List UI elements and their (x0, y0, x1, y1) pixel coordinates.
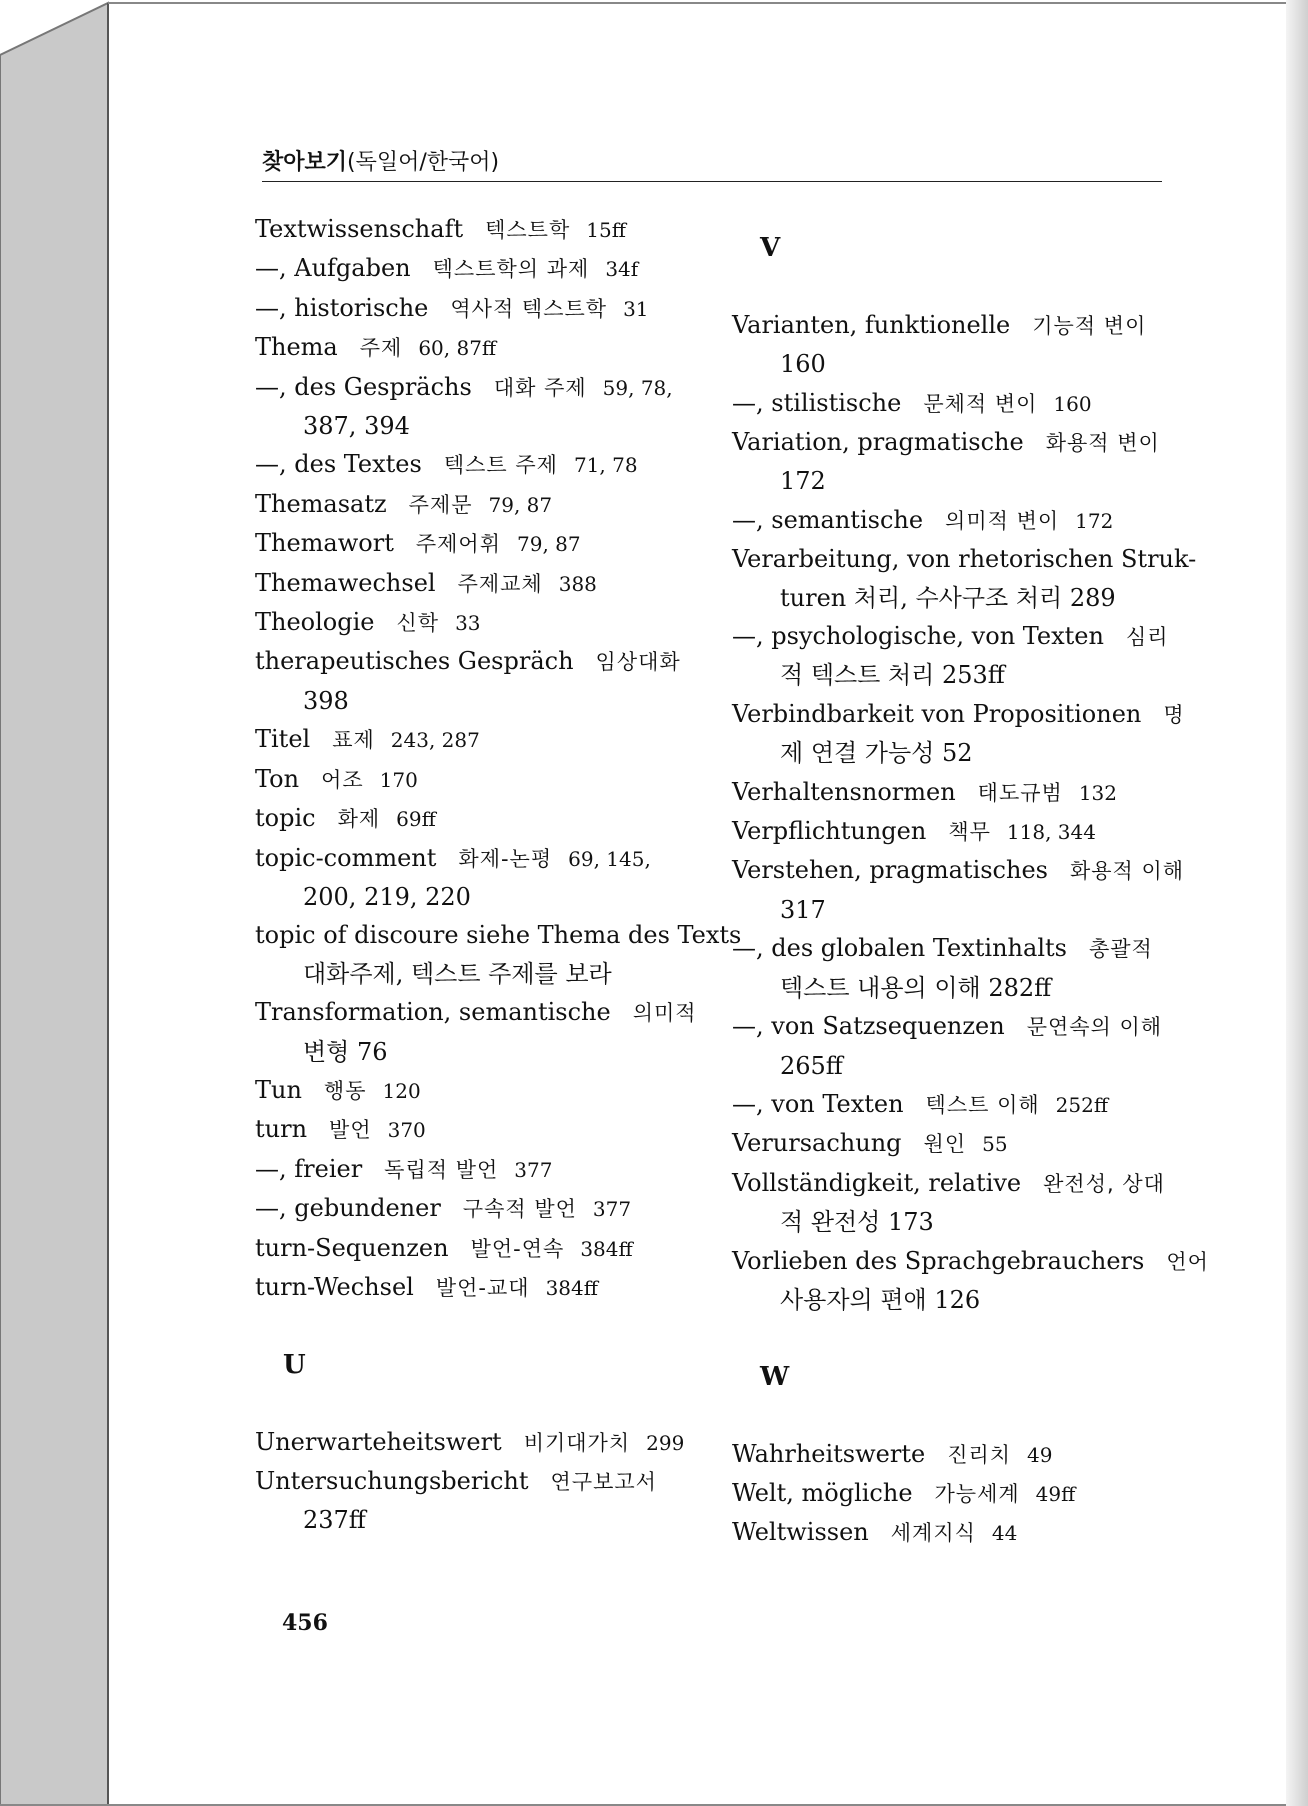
section-letter-w: W (760, 1361, 790, 1392)
index-entry (255, 916, 742, 954)
index-entry (732, 695, 1185, 734)
entry-term: Verursachung (732, 1129, 902, 1158)
entry-korean: 의미적 (632, 1001, 697, 1026)
entry-pages: 388 (558, 571, 597, 596)
entry-term: —, gebundener (255, 1194, 441, 1223)
index-entry (255, 249, 695, 288)
entry-korean: 총괄적 (1088, 937, 1153, 962)
entry-korean: 의미적 변이 (945, 508, 1060, 533)
index-list-v (732, 306, 1209, 1320)
entry-korean: 역사적 텍스트학 (450, 296, 608, 321)
entry-korean: 화제 (337, 807, 381, 832)
index-entry (732, 1164, 1172, 1203)
entry-korean: 텍스트 주제 (443, 453, 558, 478)
entry-term: —, des globalen Textinhalts (732, 934, 1067, 963)
entry-term: Unerwarteheitswert (255, 1427, 502, 1456)
index-entry (732, 812, 1172, 851)
entry-pages: 59, 78, (602, 375, 673, 400)
entry-continuation: 적 텍스트 처리 253ff (780, 661, 1005, 690)
entry-term: Untersuchungsbericht (255, 1466, 529, 1495)
index-entry (255, 1110, 695, 1149)
entry-korean: 가능세계 (934, 1481, 1020, 1506)
entry-pages: 79, 87 (517, 532, 581, 557)
entry-korean: 행동 (323, 1078, 367, 1103)
index-entry (255, 1229, 695, 1268)
entry-korean: 텍스트학 (485, 218, 571, 242)
index-entry (732, 1007, 1172, 1046)
entry-term: Tun (255, 1075, 302, 1104)
index-entry (732, 1242, 1209, 1281)
index-entry (255, 993, 695, 1032)
index-entry (732, 1513, 1172, 1552)
index-entry (255, 210, 695, 249)
index-entry (732, 540, 1197, 578)
entry-term: —, semantische (732, 505, 924, 534)
entry-pages: 377 (592, 1197, 632, 1222)
index-entry (255, 524, 695, 563)
entry-korean: 발언-연속 (470, 1236, 565, 1261)
entry-pages: 33 (455, 611, 481, 636)
index-entry (255, 445, 695, 484)
entry-continuation: 텍스트 내용의 이해 282ff (780, 973, 1052, 1002)
running-head-rest: (독일어/한국어) (347, 150, 500, 175)
entry-term: Themawort (255, 529, 394, 558)
entry-term: Verpflichtungen (732, 817, 927, 846)
entry-pages: 49ff (1035, 1481, 1076, 1506)
entry-pages: 243, 287 (390, 728, 480, 753)
index-entry (732, 1085, 1172, 1124)
index-entry (255, 799, 695, 838)
entry-pages: 79, 87 (488, 492, 553, 517)
entry-continuation: 200, 219, 220 (303, 882, 471, 911)
entry-term: turn-Wechsel (255, 1272, 414, 1301)
index-entry (255, 368, 695, 407)
entry-term: Ton (255, 764, 300, 793)
entry-korean: 문연속의 이해 (1026, 1015, 1163, 1040)
entry-pages: 118, 344 (1006, 820, 1096, 845)
index-entry (732, 929, 1172, 968)
entry-term: —, stilistische (732, 388, 902, 417)
entry-korean: 주제교체 (457, 571, 543, 596)
index-entry (732, 1124, 1172, 1163)
index-entry (255, 760, 695, 799)
entry-korean: 독립적 발언 (384, 1157, 499, 1182)
index-entry (255, 1150, 695, 1189)
entry-term: Textwissenschaft (255, 215, 464, 243)
page-number: 456 (282, 1610, 328, 1636)
entry-pages: 34f (605, 257, 639, 282)
index-entry (255, 289, 695, 328)
entry-korean: 세계지식 (890, 1521, 976, 1546)
entry-pages: 55 (982, 1132, 1008, 1157)
entry-continuation: 적 완전성 173 (780, 1208, 934, 1237)
entry-korean: 주제어휘 (415, 532, 501, 557)
index-entry (255, 603, 695, 642)
entry-pages: 60, 87ff (418, 336, 497, 361)
entry-korean: 발언 (329, 1118, 372, 1143)
entry-term: —, historische (255, 293, 429, 322)
entry-pages: 69, 145, (568, 846, 651, 871)
index-entry (732, 773, 1172, 812)
index-list-w (732, 1435, 1172, 1553)
entry-term: topic of discoure siehe Thema des Texts (255, 921, 742, 950)
entry-term: Wahrheitswerte (732, 1439, 926, 1468)
entry-korean: 임상대화 (595, 650, 681, 675)
entry-term: Transformation, semantische (255, 998, 611, 1027)
entry-term: Vollständigkeit, relative (732, 1168, 1022, 1197)
entry-term: —, freier (255, 1154, 363, 1183)
entry-korean: 원인 (923, 1132, 967, 1157)
entry-pages: 370 (387, 1118, 426, 1143)
entry-pages: 15ff (586, 218, 626, 242)
entry-term: turn (255, 1115, 308, 1144)
entry-term: Titel (255, 725, 311, 754)
entry-korean: 텍스트 이해 (925, 1092, 1040, 1117)
index-entry (732, 384, 1172, 423)
entry-term: therapeutisches Gespräch (255, 647, 574, 676)
entry-korean: 어조 (321, 767, 364, 792)
entry-pages: 377 (514, 1157, 553, 1182)
entry-term: —, des Textes (255, 450, 422, 479)
entry-term: Welt, mögliche (732, 1478, 913, 1507)
entry-korean: 대화 주제 (493, 375, 587, 400)
entry-pages: 120 (382, 1078, 421, 1103)
entry-term: Weltwissen (732, 1518, 869, 1547)
entry-korean: 표제 (332, 728, 375, 753)
entry-korean: 구속적 발언 (462, 1197, 577, 1222)
right-column (732, 210, 1209, 1553)
entry-term: Verbindbarkeit von Propositionen (732, 699, 1142, 728)
entry-term: Theologie (255, 608, 375, 637)
index-entry (732, 617, 1172, 656)
entry-pages: 384ff (580, 1236, 633, 1261)
running-head (262, 145, 1162, 185)
entry-term: topic-comment (255, 843, 437, 872)
entry-korean: 주제 (359, 336, 403, 361)
index-entry (732, 1474, 1172, 1513)
index-entry (255, 1189, 695, 1228)
entry-term: Variation, pragmatische (732, 428, 1024, 457)
entry-term: Themasatz (255, 489, 387, 518)
entry-term: Varianten, funktionelle (732, 310, 1011, 339)
entry-pages: 172 (1075, 508, 1114, 533)
entry-korean: 언어 (1166, 1249, 1209, 1274)
entry-korean: 비기대가치 (523, 1430, 631, 1455)
entry-continuation: 237ff (303, 1506, 366, 1535)
entry-pages: 299 (646, 1430, 685, 1455)
section-letter-u: U (283, 1349, 306, 1380)
entry-term: Thema (255, 333, 338, 362)
entry-continuation: 317 (780, 895, 826, 924)
index-entry (732, 306, 1172, 345)
entry-pages: 252ff (1055, 1092, 1109, 1117)
entry-pages: 44 (991, 1521, 1018, 1546)
entry-korean: 태도규범 (977, 780, 1063, 805)
entry-term: Verarbeitung, von rhetorischen Struk- (732, 545, 1197, 574)
running-head-bold: 찾아보기 (262, 150, 348, 175)
entry-korean: 심리 (1125, 625, 1169, 650)
entry-korean: 완전성, 상대 (1043, 1171, 1165, 1196)
index-list-u (255, 1423, 695, 1540)
index-entry (255, 564, 695, 603)
entry-korean: 책무 (948, 820, 991, 845)
index-entry (255, 1071, 695, 1110)
entry-term: Vorlieben des Sprachgebrauchers (732, 1246, 1145, 1275)
index-list-t (255, 210, 742, 1307)
page-shadow (1286, 0, 1308, 1806)
index-entry (255, 720, 695, 759)
entry-korean: 주제문 (408, 492, 473, 517)
entry-term: —, von Texten (732, 1089, 904, 1118)
entry-continuation: 398 (303, 686, 349, 715)
index-entry (732, 1435, 1172, 1474)
entry-continuation: 제 연결 가능성 52 (780, 739, 973, 768)
index-entry (255, 328, 695, 367)
entry-term: Verstehen, pragmatisches (732, 856, 1048, 885)
entry-pages: 132 (1078, 780, 1118, 805)
entry-korean: 화용적 이해 (1069, 859, 1185, 884)
entry-term: topic (255, 804, 316, 833)
entry-korean: 신학 (396, 611, 440, 636)
entry-pages: 160 (1053, 391, 1092, 416)
entry-term: Themawechsel (255, 568, 436, 597)
entry-term: turn-Sequenzen (255, 1233, 449, 1262)
entry-korean: 화제-논평 (458, 846, 553, 871)
section-letter-v: V (760, 233, 781, 263)
entry-pages: 69ff (396, 807, 436, 832)
entry-pages: 49 (1027, 1442, 1053, 1467)
entry-pages: 31 (623, 296, 649, 321)
entry-korean: 명 (1163, 702, 1185, 727)
entry-pages: 170 (379, 767, 418, 792)
entry-continuation: 387, 394 (303, 412, 410, 441)
entry-korean: 화용적 변이 (1045, 431, 1160, 456)
entry-pages: 384ff (545, 1275, 598, 1300)
index-entry (255, 1423, 695, 1462)
entry-continuation: 대화주제, 텍스트 주제를 보라 (303, 959, 612, 988)
index-entry (255, 839, 695, 878)
index-entry (255, 1268, 695, 1307)
header-rule (262, 181, 1162, 182)
index-entry (255, 485, 695, 524)
entry-continuation: 변형 76 (303, 1037, 388, 1066)
entry-continuation: turen 처리, 수사구조 처리 289 (780, 583, 1116, 612)
entry-term: —, des Gesprächs (255, 372, 472, 401)
entry-korean: 발언-교대 (435, 1275, 530, 1300)
index-entry (255, 1462, 695, 1501)
index-entry (732, 501, 1172, 540)
entry-continuation: 사용자의 편애 126 (780, 1285, 981, 1314)
entry-korean: 문체적 변이 (923, 391, 1038, 416)
entry-continuation: 265ff (780, 1051, 843, 1080)
entry-continuation: 172 (780, 467, 826, 496)
entry-korean: 텍스트학의 과제 (432, 257, 590, 282)
entry-term: —, psychologische, von Texten (732, 622, 1104, 651)
entry-korean: 연구보고서 (550, 1469, 657, 1494)
entry-pages: 71, 78 (573, 453, 638, 478)
entry-korean: 기능적 변이 (1032, 313, 1147, 338)
entry-term: —, Aufgaben (255, 254, 411, 283)
entry-term: —, von Satzsequenzen (732, 1012, 1005, 1041)
entry-continuation: 160 (780, 350, 826, 379)
index-entry (732, 851, 1185, 890)
entry-korean: 진리치 (947, 1442, 1012, 1467)
index-entry (732, 423, 1172, 462)
left-column (255, 210, 742, 1540)
index-entry (255, 642, 695, 681)
entry-term: Verhaltensnormen (732, 777, 956, 806)
